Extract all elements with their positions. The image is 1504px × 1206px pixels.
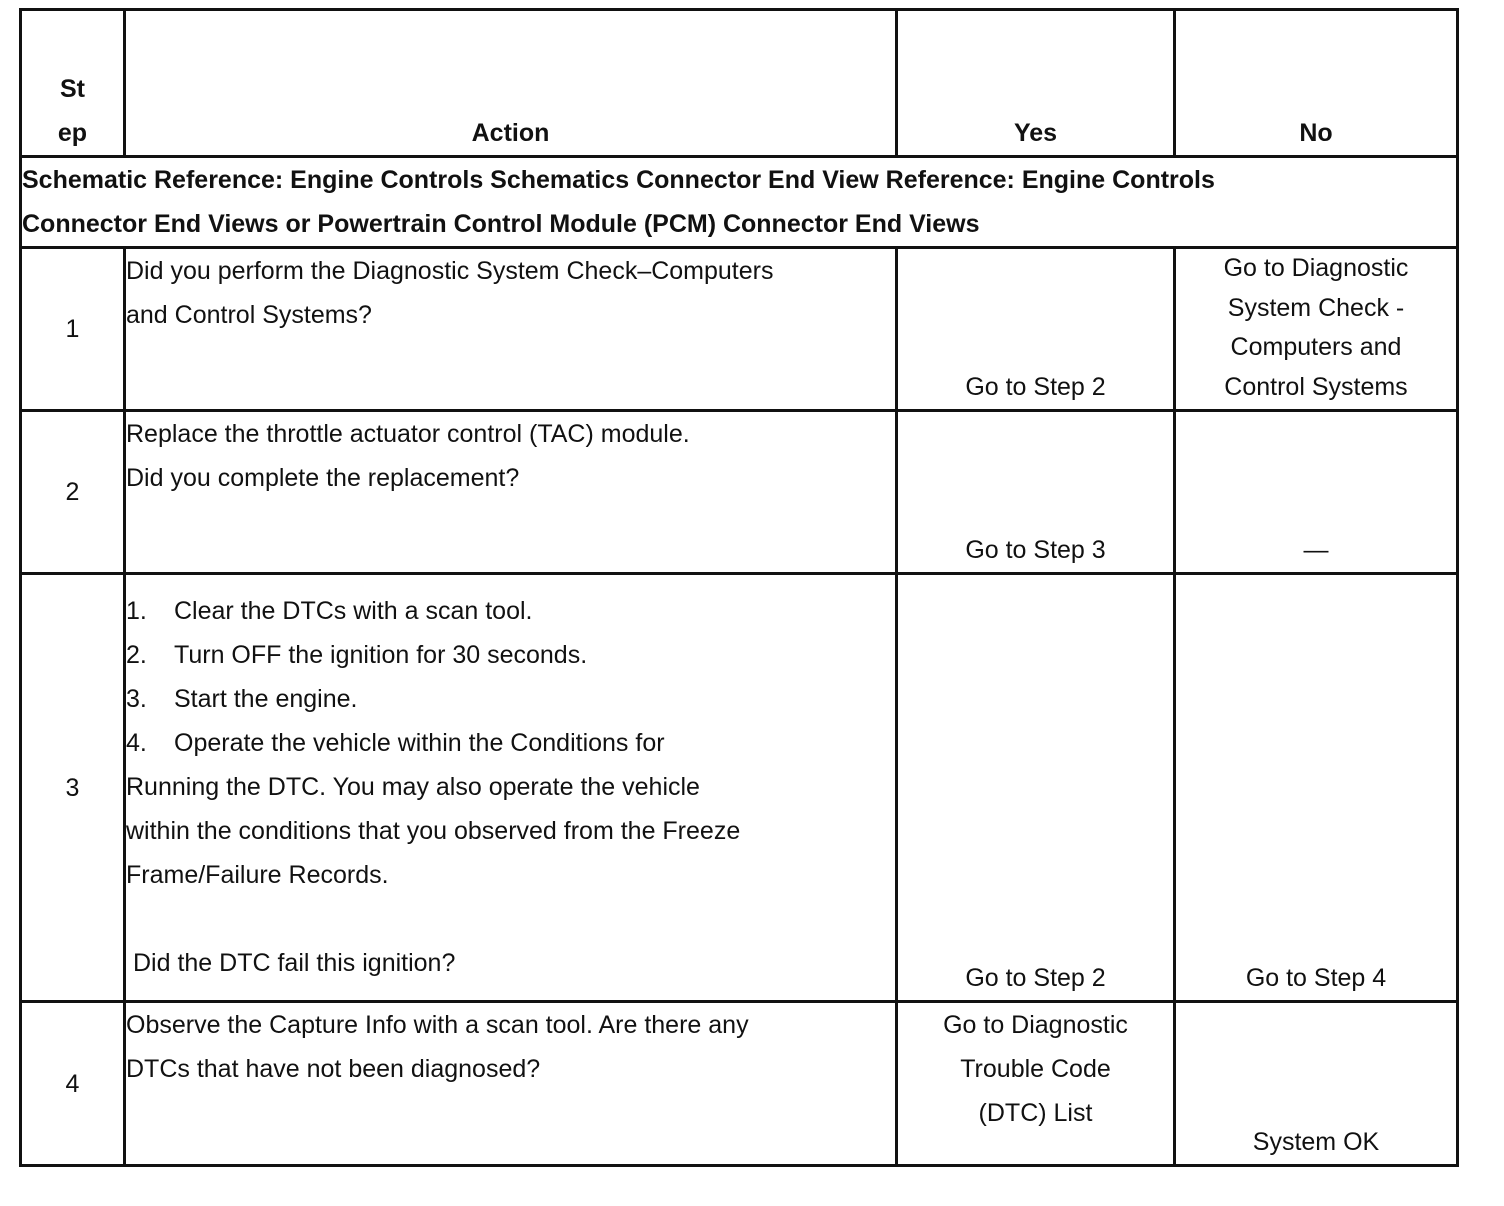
no-line: System Check - — [1227, 293, 1405, 322]
reference-cell — [21, 157, 1458, 248]
header-yes: Yes — [897, 10, 1175, 157]
yes-cell: Go to Step 2 — [897, 248, 1175, 411]
numbered-steps — [126, 589, 895, 765]
reference-line1: Schematic Reference: Engine Controls Schematics Connector End View Reference: Engine Controls — [22, 166, 1215, 194]
action-line: Observe the Capture Info with a scan tool. Are there any — [126, 1011, 749, 1039]
header-no: No — [1175, 10, 1458, 157]
yes-line: (DTC) List — [978, 1099, 1093, 1127]
action-line: Running the DTC. You may also operate the vehicle — [126, 773, 700, 801]
action-line: Did you complete the replacement? — [126, 464, 520, 492]
reference-row — [21, 157, 1458, 248]
no-line: Go to Diagnostic — [1223, 254, 1409, 282]
table-header-row — [21, 10, 1458, 157]
diagnostic-table — [19, 8, 1459, 1167]
no-cell: — — [1175, 411, 1458, 574]
action-line: Frame/Failure Records. — [126, 861, 389, 889]
no-line: Computers and — [1230, 333, 1402, 361]
action-line: and Control Systems? — [126, 301, 372, 329]
header-action: Action — [125, 10, 897, 157]
list-item: 3. Start the engine. — [126, 685, 358, 713]
list-item: 2. Turn OFF the ignition for 30 seconds. — [126, 641, 588, 669]
table-row — [21, 1002, 1458, 1166]
no-cell: Go to Step 4 — [1175, 574, 1458, 1002]
table-row — [21, 574, 1458, 1002]
step-number: 2 — [21, 411, 125, 574]
list-item: 1. Clear the DTCs with a scan tool. — [126, 597, 533, 625]
table-row — [21, 248, 1458, 411]
no-cell: System OK — [1175, 1002, 1458, 1166]
yes-line: Go to Diagnostic — [943, 1011, 1128, 1039]
yes-cell: Go to Step 2 — [897, 574, 1175, 1002]
no-line: Control Systems — [1224, 372, 1408, 401]
yes-line: Trouble Code — [960, 1055, 1111, 1083]
action-line: DTCs that have not been diagnosed? — [126, 1055, 541, 1083]
table-row — [21, 411, 1458, 574]
step-number: 3 — [21, 574, 125, 1002]
action-cell — [125, 411, 897, 574]
yes-cell — [897, 1002, 1175, 1166]
action-cell — [125, 248, 897, 411]
step-number: 4 — [21, 1002, 125, 1166]
header-step — [21, 10, 125, 157]
action-line: within the conditions that you observed from the Freeze — [126, 817, 741, 845]
no-cell — [1175, 248, 1458, 411]
action-line: Replace the throttle actuator control (TAC) module. — [126, 420, 690, 448]
action-line: Did you perform the Diagnostic System Check–Computers — [126, 257, 774, 285]
action-cell — [125, 1002, 897, 1166]
header-step-line1: St — [60, 75, 85, 103]
header-step-line2: ep — [57, 119, 88, 147]
action-question: Did the DTC fail this ignition? — [133, 949, 456, 977]
yes-cell: Go to Step 3 — [897, 411, 1175, 574]
step-number: 1 — [21, 248, 125, 411]
list-item: 4. Operate the vehicle within the Conditions for — [126, 729, 665, 757]
action-cell — [125, 574, 897, 1002]
reference-line2: Connector End Views or Powertrain Control Module (PCM) Connector End Views — [22, 210, 980, 238]
